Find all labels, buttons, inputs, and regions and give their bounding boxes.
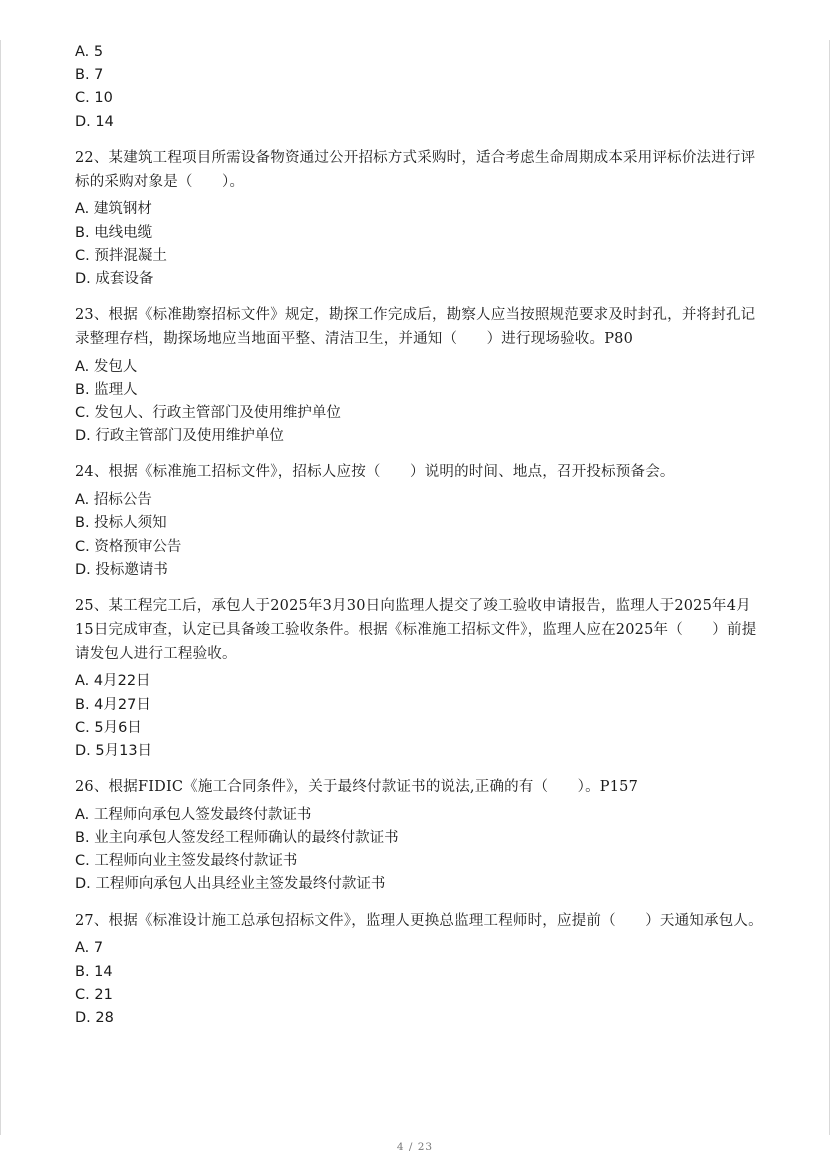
option-a: A. 7 [75, 940, 104, 957]
option-a: A. 招标公告 [75, 492, 152, 509]
option-c: C. 21 [75, 986, 113, 1003]
question-22 [75, 147, 765, 291]
question-stem: 24、根据《标准施工招标文件》，招标人应按（ ）说明的时间、地点，召开投标预备会。 [75, 464, 675, 481]
question-23 [75, 304, 765, 448]
option-a: A. 建筑钢材 [75, 201, 152, 218]
option-a: A. 4月22日 [75, 673, 151, 690]
option-d: D. 投标邀请书 [75, 561, 168, 578]
previous-question-options [75, 41, 765, 134]
option-d: D. 5月13日 [75, 742, 153, 759]
option-b: B. 14 [75, 963, 113, 980]
option-c: C. 发包人、行政主管部门及使用维护单位 [75, 405, 341, 422]
option-b: B. 4月27日 [75, 696, 151, 713]
option-c: C. 预拌混凝土 [75, 247, 167, 264]
option-d: D. 成套设备 [75, 270, 154, 287]
option-b: B. 监理人 [75, 381, 138, 398]
question-stem: 26、根据FIDIC《施工合同条件》，关于最终付款证书的说法,正确的有（ ）。P157 [75, 779, 639, 796]
option-d: D. 14 [75, 113, 114, 130]
page-edge-left [0, 40, 1, 1135]
option-c: C. 5月6日 [75, 719, 142, 736]
document-content [75, 41, 765, 1030]
question-stem: 27、根据《标准设计施工总承包招标文件》，监理人更换总监理工程师时，应提前（ ）天通知承包人。 [75, 912, 763, 929]
option-d: D. 工程师向承包人出具经业主签发最终付款证书 [75, 876, 386, 893]
option-b: B. 电线电缆 [75, 224, 153, 241]
question-24 [75, 461, 765, 582]
question-26 [75, 776, 765, 897]
question-stem: 22、某建筑工程项目所需设备物资通过公开招标方式采购时，适合考虑生命周期成本采用评标价法进行评标的采购对象是（ ）。 [75, 149, 756, 190]
page-number: 4 / 23 [396, 1141, 434, 1153]
option-a: A. 发包人 [75, 358, 138, 375]
question-stem: 25、某工程完工后，承包人于2025年3月30日向监理人提交了竣工验收申请报告，监理人于2025年4月15日完成审查，认定已具备竣工验收条件。根据《标准施工招标文件》，监理人应在2025年（ ）前提请发包人进行工程验收。 [75, 597, 757, 662]
option-a: A. 工程师向承包人签发最终付款证书 [75, 806, 312, 823]
question-stem: 23、根据《标准勘察招标文件》规定，勘探工作完成后，勘察人应当按照规范要求及时封孔，并将封孔记录整理存档，勘探场地应当地面平整、清洁卫生，并通知（ ）进行现场验收。P80 [75, 307, 756, 347]
option-d: D. 28 [75, 1010, 114, 1027]
option-b: B. 7 [75, 67, 104, 84]
option-b: B. 投标人须知 [75, 515, 167, 532]
question-25 [75, 595, 765, 763]
option-a: A. 5 [75, 44, 104, 60]
option-c: C. 10 [75, 90, 113, 107]
question-27 [75, 910, 765, 1031]
option-d: D. 行政主管部门及使用维护单位 [75, 428, 284, 445]
option-b: B. 业主向承包人签发经工程师确认的最终付款证书 [75, 830, 399, 847]
option-c: C. 工程师向业主签发最终付款证书 [75, 853, 298, 870]
option-c: C. 资格预审公告 [75, 538, 182, 555]
